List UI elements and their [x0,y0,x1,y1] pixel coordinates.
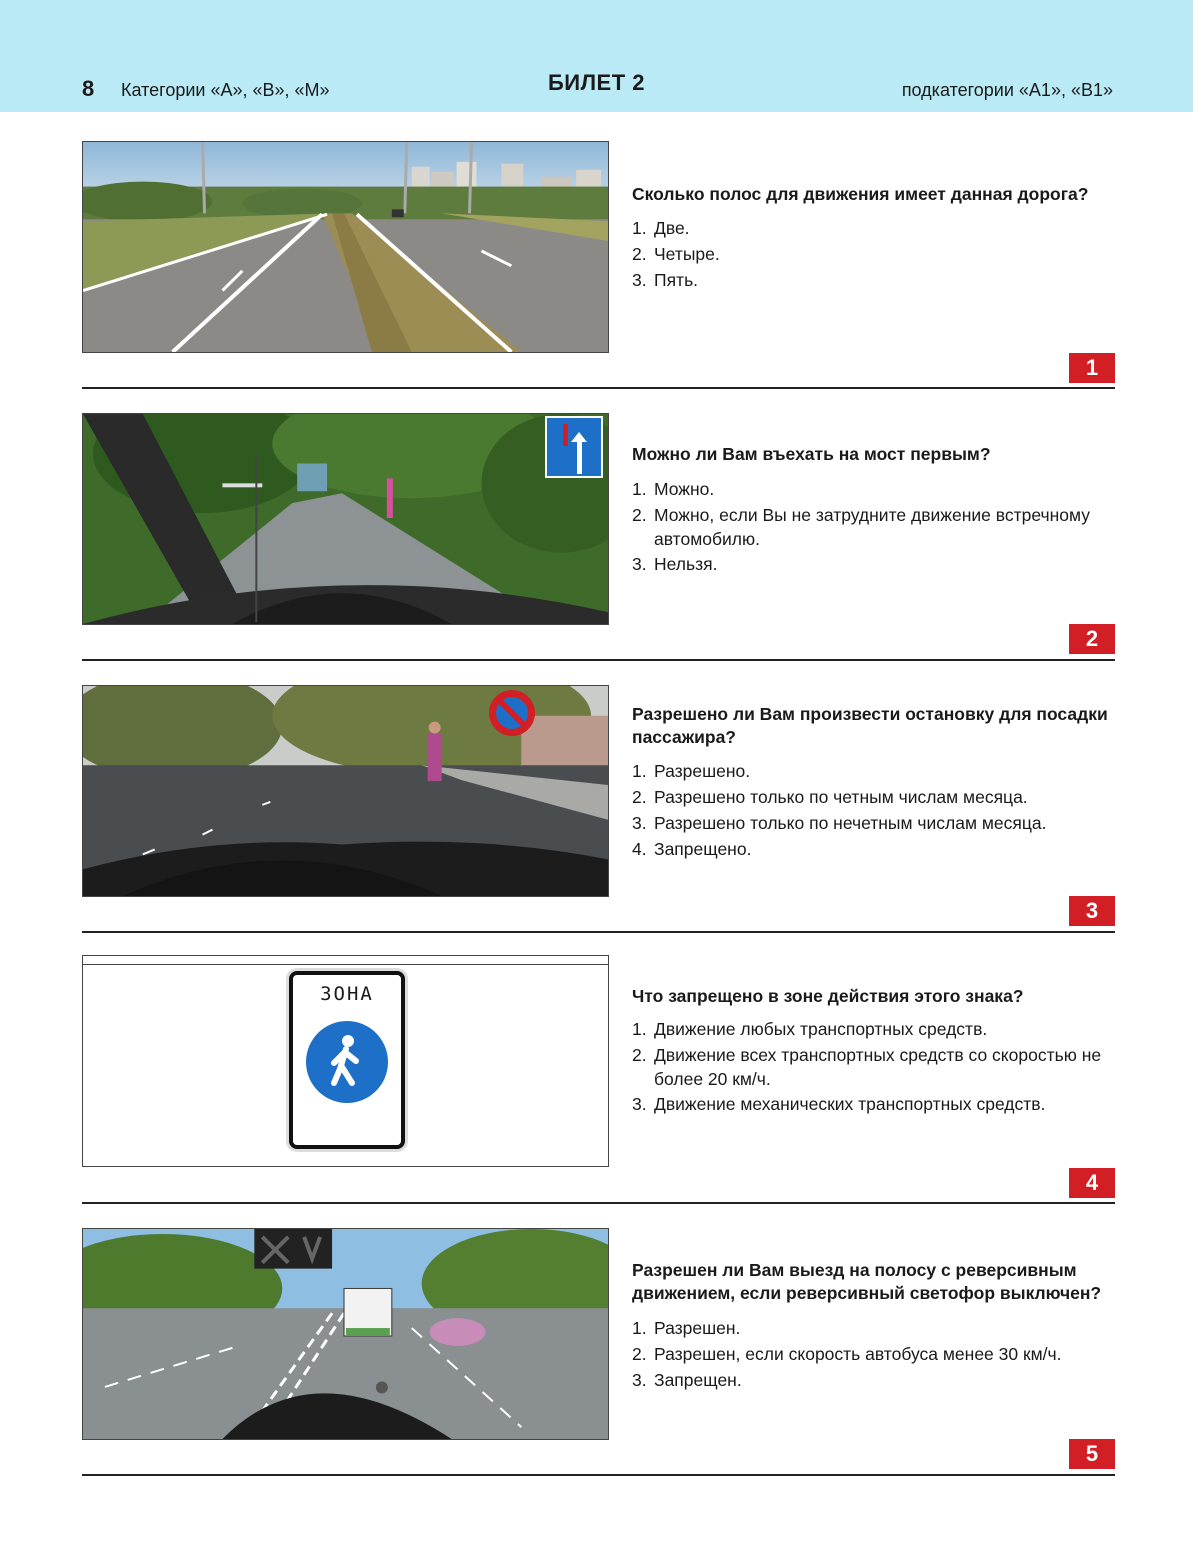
answer-option[interactable] [632,1367,1122,1393]
page-header [0,0,1193,112]
answer-number: 4. [632,839,647,859]
question-4-answers [632,1016,1122,1117]
answer-number: 1. [632,479,647,499]
answer-option[interactable] [632,784,1122,810]
section-divider [82,1474,1115,1476]
answer-text: Разрешено. [654,761,751,781]
ticket-title: БИЛЕТ 2 [547,70,646,95]
answer-text: Движение любых транспортных средств. [654,1019,988,1039]
question-4-image [82,955,609,1167]
answer-text: Две. [654,218,690,238]
section-divider [82,387,1115,389]
answer-number: 2. [632,505,647,525]
question-2-answers [632,476,1122,577]
answer-option[interactable] [632,476,1122,502]
answer-text: Разрешено только по нечетным числам месяца. [654,813,1047,833]
reversible-lane-road-illustration [83,1229,608,1439]
question-4-text: Что запрещено в зоне действия этого знака? [632,986,1024,1006]
question-1-answers [632,215,1122,293]
answer-number: 3. [632,813,647,833]
answer-text: Запрещено. [654,839,752,859]
answer-number: 3. [632,554,647,574]
question-1-text: Сколько полос для движения имеет данная дорога? [632,184,1089,204]
section-divider [82,659,1115,661]
question-3-number-badge: 3 [1069,896,1115,926]
answer-option[interactable] [632,1341,1122,1367]
answer-number: 2. [632,1045,647,1065]
pedestrian-icon [306,1021,388,1103]
answer-text: Разрешен. [654,1318,741,1338]
answer-number: 1. [632,218,647,238]
answer-option[interactable] [632,1315,1122,1341]
answer-number: 1. [632,1318,647,1338]
answer-text: Можно. [654,479,715,499]
answer-option[interactable] [632,1016,1122,1042]
answer-number: 1. [632,1019,647,1039]
road-divided-highway-illustration [83,142,608,352]
answer-text: Пять. [654,270,699,290]
forest-road-bridge-illustration [83,414,608,624]
answer-option[interactable] [632,502,1122,551]
question-1-image [82,141,609,353]
question-1-number-badge: 1 [1069,353,1115,383]
categories-label: Категории «А», «В», «М» [121,80,330,100]
section-divider [82,1202,1115,1204]
question-4-number-badge: 4 [1069,1168,1115,1198]
question-3-image [82,685,609,897]
priority-oncoming-sign-icon [545,416,603,478]
answer-number: 3. [632,270,647,290]
question-5-text: Разрешен ли Вам выезд на полосу с реверсивным движением, если реверсивный светофор выключен? [632,1260,1102,1303]
question-2-image [82,413,609,625]
question-3-text: Разрешено ли Вам произвести остановку для посадки пассажира? [632,704,1108,747]
answer-option[interactable] [632,551,1122,577]
question-5-answers [632,1315,1122,1393]
answer-option[interactable] [632,836,1122,862]
question-3-answers [632,758,1122,862]
answer-text: Можно, если Вы не затрудните движение встречному автомобилю. [654,505,1090,549]
question-2-number-badge: 2 [1069,624,1115,654]
page-number: 8 [82,76,95,101]
answer-option[interactable] [632,267,1122,293]
answer-text: Четыре. [654,244,720,264]
question-2-text: Можно ли Вам въехать на мост первым? [632,444,991,464]
walking-person-icon [306,1021,388,1103]
answer-number: 3. [632,1094,647,1114]
sign-zone-label: ЗОНА [320,983,374,1005]
answer-option[interactable] [632,1091,1122,1117]
answer-option[interactable] [632,241,1122,267]
section-divider [82,931,1115,933]
answer-number: 1. [632,761,647,781]
answer-number: 2. [632,1344,647,1364]
answer-text: Разрешено только по четным числам месяца. [654,787,1028,807]
answer-number: 2. [632,787,647,807]
question-5-number-badge: 5 [1069,1439,1115,1469]
answer-option[interactable] [632,810,1122,836]
answer-option[interactable] [632,758,1122,784]
answer-text: Нельзя. [654,554,718,574]
answer-option[interactable] [632,1042,1122,1091]
answer-text: Движение всех транспортных средств со скоростью не более 20 км/ч. [654,1045,1102,1089]
subcategories-label: подкатегории «А1», «В1» [901,80,1113,100]
pedestrian-zone-sign [289,971,405,1149]
question-5-image [82,1228,609,1440]
answer-number: 2. [632,244,647,264]
answer-text: Разрешен, если скорость автобуса менее 30 км/ч. [654,1344,1062,1364]
no-parking-sign-icon [489,690,535,736]
answer-option[interactable] [632,215,1122,241]
answer-text: Движение механических транспортных средств. [654,1094,1046,1114]
answer-text: Запрещен. [654,1370,742,1390]
answer-number: 3. [632,1370,647,1390]
